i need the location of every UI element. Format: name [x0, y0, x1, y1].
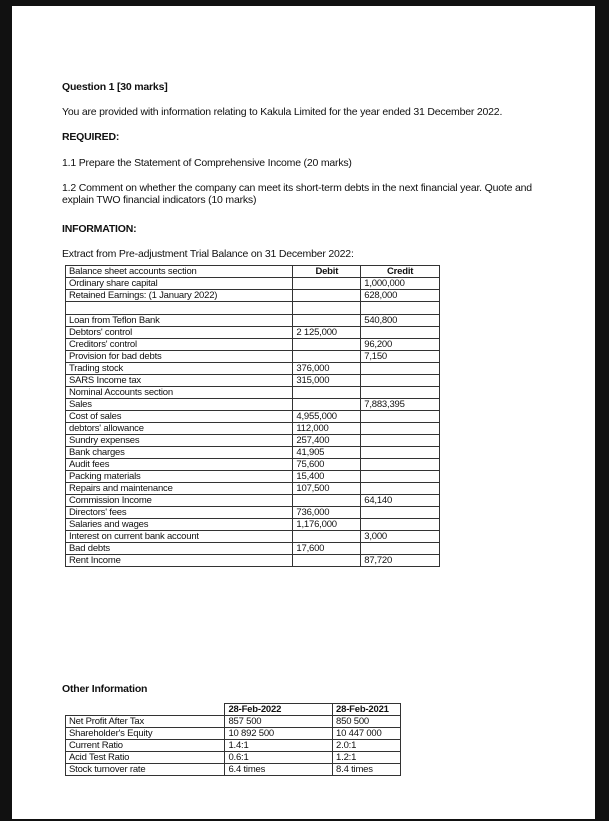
table-row	[66, 531, 440, 543]
account-cell	[66, 302, 293, 315]
requirement-1: 1.1 Prepare the Statement of Comprehensive Income (20 marks)	[62, 157, 352, 169]
header-account: Balance sheet accounts section	[66, 266, 293, 278]
account-cell: Cost of sales	[66, 411, 293, 423]
credit-cell	[361, 459, 440, 471]
account-cell: Salaries and wages	[66, 519, 293, 531]
credit-cell	[361, 302, 440, 315]
account-cell: Commission Income	[66, 495, 293, 507]
account-cell: Nominal Accounts section	[66, 387, 293, 399]
table-row	[66, 399, 440, 411]
debit-cell: 376,000	[293, 363, 361, 375]
value-2022-cell: 10 892 500	[225, 728, 333, 740]
extract-caption: Extract from Pre-adjustment Trial Balance on 31 December 2022:	[62, 248, 354, 260]
table-row	[66, 519, 440, 531]
table-row	[66, 423, 440, 435]
account-cell: Audit fees	[66, 459, 293, 471]
document-page	[12, 6, 595, 819]
account-cell: debtors' allowance	[66, 423, 293, 435]
table-row	[66, 435, 440, 447]
debit-cell	[293, 555, 361, 567]
debit-cell	[293, 387, 361, 399]
header-2021: 28-Feb-2021	[333, 704, 401, 716]
value-2021-cell: 850 500	[333, 716, 401, 728]
account-cell: Provision for bad debts	[66, 351, 293, 363]
table-header-row	[66, 266, 440, 278]
debit-cell: 4,955,000	[293, 411, 361, 423]
header-label	[66, 704, 225, 716]
account-cell: Trading stock	[66, 363, 293, 375]
table-row	[66, 302, 440, 315]
table-row	[66, 351, 440, 363]
debit-cell: 257,400	[293, 435, 361, 447]
debit-cell: 41,905	[293, 447, 361, 459]
table-row	[66, 740, 401, 752]
table-row	[66, 728, 401, 740]
value-2021-cell: 10 447 000	[333, 728, 401, 740]
table-row	[66, 543, 440, 555]
account-cell: Creditors' control	[66, 339, 293, 351]
table-row	[66, 375, 440, 387]
value-2021-cell: 1.2:1	[333, 752, 401, 764]
table-row	[66, 447, 440, 459]
account-cell: SARS Income tax	[66, 375, 293, 387]
table-row	[66, 278, 440, 290]
credit-cell: 96,200	[361, 339, 440, 351]
account-cell: Sundry expenses	[66, 435, 293, 447]
debit-cell: 112,000	[293, 423, 361, 435]
table-row	[66, 315, 440, 327]
credit-cell	[361, 375, 440, 387]
credit-cell	[361, 543, 440, 555]
trial-balance-table	[65, 265, 440, 567]
credit-cell: 1,000,000	[361, 278, 440, 290]
debit-cell: 17,600	[293, 543, 361, 555]
credit-cell	[361, 483, 440, 495]
table-row	[66, 290, 440, 302]
table-row	[66, 752, 401, 764]
debit-cell	[293, 302, 361, 315]
debit-cell	[293, 531, 361, 543]
debit-cell	[293, 278, 361, 290]
header-2022: 28-Feb-2022	[225, 704, 333, 716]
debit-cell	[293, 399, 361, 411]
credit-cell: 3,000	[361, 531, 440, 543]
header-credit: Credit	[361, 266, 440, 278]
table-header-row	[66, 704, 401, 716]
debit-cell: 107,500	[293, 483, 361, 495]
credit-cell: 64,140	[361, 495, 440, 507]
table-row	[66, 495, 440, 507]
account-cell: Sales	[66, 399, 293, 411]
credit-cell	[361, 435, 440, 447]
value-2021-cell: 8.4 times	[333, 764, 401, 776]
debit-cell: 1,176,000	[293, 519, 361, 531]
debit-cell	[293, 315, 361, 327]
account-cell: Directors' fees	[66, 507, 293, 519]
credit-cell: 87,720	[361, 555, 440, 567]
table-row	[66, 327, 440, 339]
credit-cell	[361, 423, 440, 435]
credit-cell	[361, 471, 440, 483]
credit-cell: 7,150	[361, 351, 440, 363]
table-row	[66, 363, 440, 375]
credit-cell	[361, 363, 440, 375]
credit-cell	[361, 507, 440, 519]
table-row	[66, 507, 440, 519]
debit-cell: 315,000	[293, 375, 361, 387]
information-heading: INFORMATION:	[62, 223, 137, 235]
debit-cell: 736,000	[293, 507, 361, 519]
metric-label-cell: Acid Test Ratio	[66, 752, 225, 764]
table-row	[66, 555, 440, 567]
account-cell: Rent Income	[66, 555, 293, 567]
table-row	[66, 716, 401, 728]
header-debit: Debit	[293, 266, 361, 278]
account-cell: Loan from Teflon Bank	[66, 315, 293, 327]
account-cell: Ordinary share capital	[66, 278, 293, 290]
account-cell: Repairs and maintenance	[66, 483, 293, 495]
credit-cell: 7,883,395	[361, 399, 440, 411]
account-cell: Packing materials	[66, 471, 293, 483]
metric-label-cell: Stock turnover rate	[66, 764, 225, 776]
value-2021-cell: 2.0:1	[333, 740, 401, 752]
requirement-2: 1.2 Comment on whether the company can meet its short-term debts in the next financial year. Quote and explain TWO financial indicators (10 marks)	[62, 182, 532, 206]
account-cell: Bad debts	[66, 543, 293, 555]
table-row	[66, 764, 401, 776]
value-2022-cell: 6.4 times	[225, 764, 333, 776]
metric-label-cell: Shareholder's Equity	[66, 728, 225, 740]
debit-cell	[293, 351, 361, 363]
question-title: Question 1 [30 marks]	[62, 81, 168, 93]
value-2022-cell: 0.6:1	[225, 752, 333, 764]
credit-cell	[361, 327, 440, 339]
table-row	[66, 459, 440, 471]
metric-label-cell: Current Ratio	[66, 740, 225, 752]
table-row	[66, 471, 440, 483]
account-cell: Bank charges	[66, 447, 293, 459]
table-row	[66, 387, 440, 399]
table-row	[66, 483, 440, 495]
credit-cell: 628,000	[361, 290, 440, 302]
debit-cell: 2 125,000	[293, 327, 361, 339]
intro-text: You are provided with information relating to Kakula Limited for the year ended 31 December 2022.	[62, 106, 503, 118]
value-2022-cell: 1.4:1	[225, 740, 333, 752]
table-row	[66, 339, 440, 351]
credit-cell: 540,800	[361, 315, 440, 327]
other-info-heading: Other Information	[62, 683, 148, 695]
debit-cell	[293, 495, 361, 507]
account-cell: Debtors' control	[66, 327, 293, 339]
required-heading: REQUIRED:	[62, 131, 120, 143]
table-row	[66, 411, 440, 423]
metric-label-cell: Net Profit After Tax	[66, 716, 225, 728]
value-2022-cell: 857 500	[225, 716, 333, 728]
other-info-table	[65, 703, 401, 776]
debit-cell	[293, 290, 361, 302]
debit-cell: 15,400	[293, 471, 361, 483]
credit-cell	[361, 411, 440, 423]
debit-cell	[293, 339, 361, 351]
account-cell: Retained Earnings: (1 January 2022)	[66, 290, 293, 302]
credit-cell	[361, 447, 440, 459]
credit-cell	[361, 519, 440, 531]
account-cell: Interest on current bank account	[66, 531, 293, 543]
debit-cell: 75,600	[293, 459, 361, 471]
credit-cell	[361, 387, 440, 399]
